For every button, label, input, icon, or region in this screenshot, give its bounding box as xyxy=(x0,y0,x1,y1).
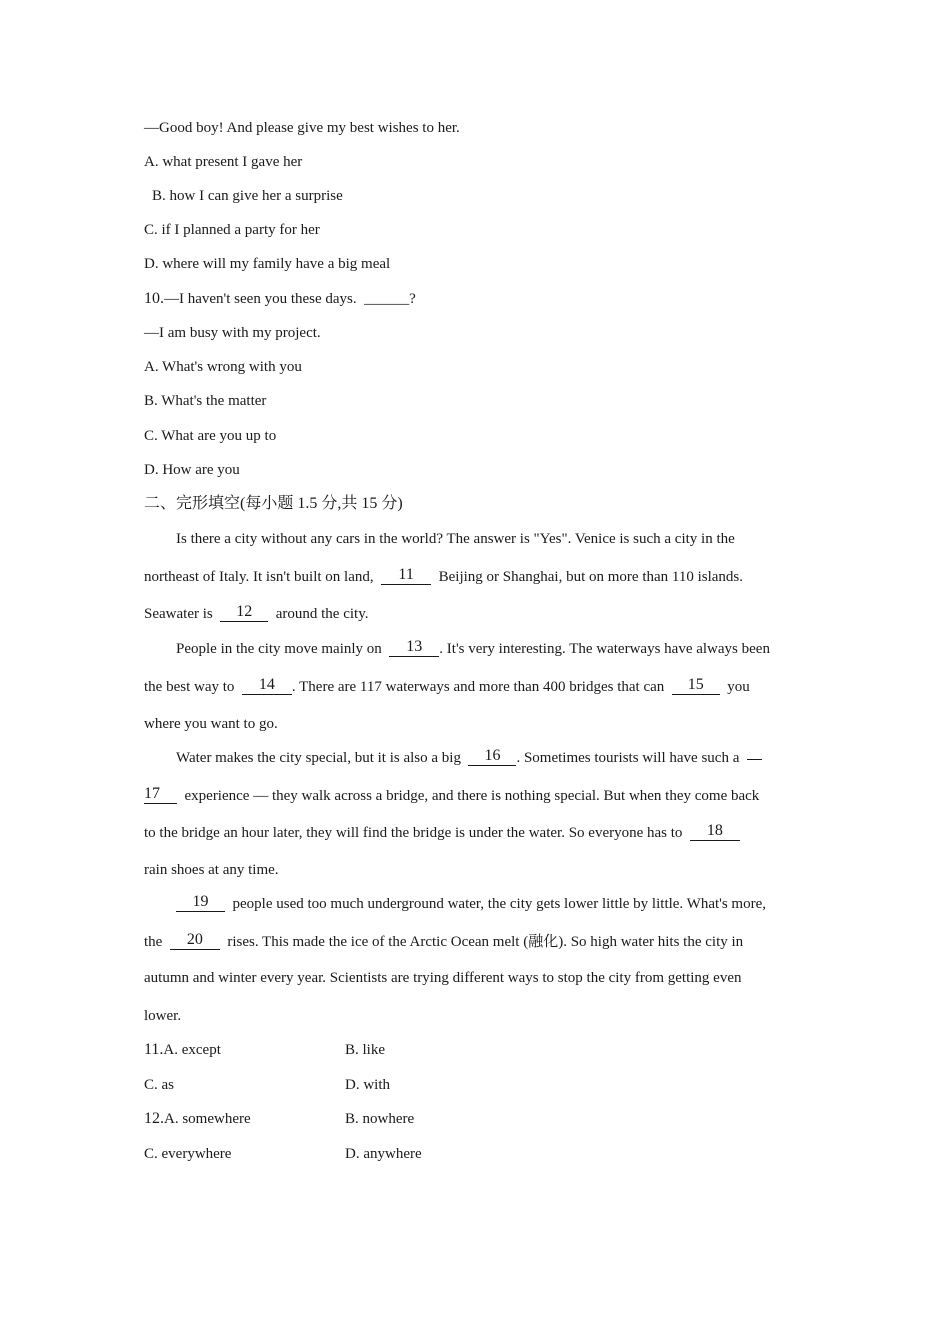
passage-text: northeast of Italy. It isn't built on land, xyxy=(144,569,374,585)
q12-option-d: D. anywhere xyxy=(345,1146,422,1162)
passage-text: Beijing or Shanghai, but on more than 110 islands. xyxy=(438,569,744,585)
blank-14: 14 xyxy=(242,676,292,695)
q10-stem xyxy=(144,289,416,309)
passage-text: Seawater is xyxy=(144,606,213,622)
passage-line-7 xyxy=(176,748,762,768)
q12-option-b: B. nowhere xyxy=(345,1111,415,1127)
q10-blank: ______ xyxy=(364,291,410,307)
passage-text: the xyxy=(144,934,163,950)
blank-18: 18 xyxy=(690,822,740,841)
option-text: A. somewhere xyxy=(164,1111,251,1127)
passage-line-10: rain shoes at any time. xyxy=(144,862,279,878)
option-text: A. except xyxy=(163,1042,221,1058)
passage-text: . There are 117 waterways and more than 400 bridges that can xyxy=(291,679,665,695)
passage-text: People in the city move mainly on xyxy=(176,641,382,657)
blank-20: 20 xyxy=(170,931,220,950)
passage-text: Water makes the city special, but it is also a big xyxy=(176,750,461,766)
q9-option-a: A. what present I gave her xyxy=(144,154,303,170)
passage-line-14: lower. xyxy=(144,1008,182,1024)
passage-text: you xyxy=(727,679,750,695)
q11-option-b: B. like xyxy=(345,1042,385,1058)
q9-response: —Good boy! And please give my best wishes to her. xyxy=(144,120,460,136)
q11-option-c: C. as xyxy=(144,1077,174,1093)
q12-option-a xyxy=(144,1109,251,1129)
q10-option-c: C. What are you up to xyxy=(144,428,277,444)
q10-option-b: B. What's the matter xyxy=(144,393,267,409)
blank-19: 19 xyxy=(176,893,225,912)
q10-stem-text: —I haven't seen you these days. xyxy=(164,291,357,307)
passage-line-2 xyxy=(144,567,743,587)
blank-17: 17 xyxy=(144,785,177,804)
q10-option-d: D. How are you xyxy=(144,462,240,478)
passage-line-12 xyxy=(144,932,743,952)
passage-line-6: where you want to go. xyxy=(144,716,278,732)
blank-15: 15 xyxy=(672,676,720,695)
q10-option-a: A. What's wrong with you xyxy=(144,359,302,375)
q11-option-d: D. with xyxy=(345,1077,390,1093)
q11-option-a xyxy=(144,1040,221,1060)
q10-response: —I am busy with my project. xyxy=(144,325,321,341)
blank-12: 12 xyxy=(220,603,268,622)
q12-option-c: C. everywhere xyxy=(144,1146,232,1162)
passage-line-4 xyxy=(176,639,770,659)
passage-line-8 xyxy=(144,786,759,806)
passage-text: people used too much underground water, the city gets lower little by little. What's more, xyxy=(232,896,767,912)
passage-line-11 xyxy=(176,894,766,914)
q12-number: 12. xyxy=(144,1110,164,1127)
passage-text: . It's very interesting. The waterways have always been xyxy=(439,641,770,657)
q9-option-c: C. if I planned a party for her xyxy=(144,222,320,238)
passage-line-13: autumn and winter every year. Scientists are trying different ways to stop the city from getting even xyxy=(144,970,742,986)
q11-number: 11. xyxy=(144,1041,164,1058)
blank-17-start xyxy=(747,759,762,760)
passage-line-9 xyxy=(144,823,740,843)
q9-option-b: B. how I can give her a surprise xyxy=(152,188,343,204)
passage-text: rises. This made the ice of the Arctic Ocean melt (融化). So high water hits the city in xyxy=(227,934,744,950)
passage-line-5 xyxy=(144,677,750,697)
passage-text: around the city. xyxy=(275,606,369,622)
section2-heading: 二、完形填空(每小题 1.5 分,共 15 分) xyxy=(144,495,403,512)
passage-text: experience — they walk across a bridge, and there is nothing special. But when they come back xyxy=(184,788,760,804)
blank-11: 11 xyxy=(381,566,431,585)
q10-question-mark: ? xyxy=(409,291,416,307)
passage-text: . Sometimes tourists will have such a xyxy=(516,750,740,766)
passage-text: to the bridge an hour later, they will find the bridge is under the water. So everyone has to xyxy=(144,825,683,841)
q9-option-d: D. where will my family have a big meal xyxy=(144,256,391,272)
passage-line-1: Is there a city without any cars in the world? The answer is "Yes". Venice is such a city in the xyxy=(176,531,735,547)
passage-line-3 xyxy=(144,604,368,624)
blank-13: 13 xyxy=(389,638,439,657)
q10-number: 10. xyxy=(144,290,164,307)
passage-text: the best way to xyxy=(144,679,235,695)
blank-16: 16 xyxy=(468,747,516,766)
